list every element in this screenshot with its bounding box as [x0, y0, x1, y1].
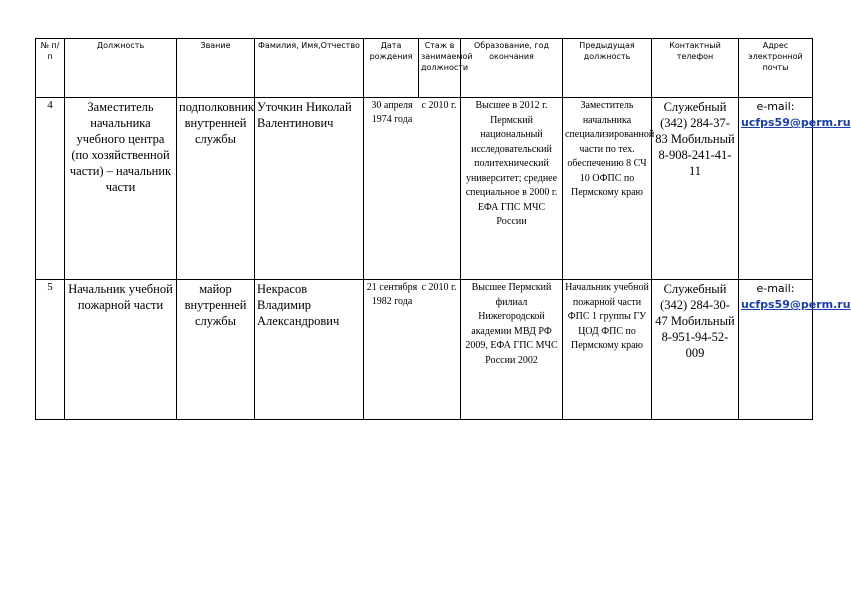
row-birth: 30 апреля 1974 года	[371, 100, 413, 125]
header-row	[36, 39, 813, 98]
row-birth-tenure	[364, 98, 461, 280]
row-birth-tenure	[364, 280, 461, 420]
row-num: 4	[36, 98, 65, 280]
row-rank: майор внутренней службы	[177, 280, 255, 420]
email-link[interactable]: ucfps59@perm.ru	[741, 116, 851, 129]
row-phone: Служебный (342) 284-37-83 Мобильный 8-908-241-41-11	[652, 98, 739, 280]
row-num: 5	[36, 280, 65, 420]
row-name: Некрасов Владимир Александрович	[255, 280, 364, 420]
row-education: Высшее в 2012 г. Пермский национальный исследовательский политехнический университет; среднее специальное в 2000 г. ЕФА ГПС МЧС России	[461, 98, 563, 280]
row-prev: Начальник учебной пожарной части ФПС 1 группы ГУ ЦОД ФПС по Пермскому краю	[563, 280, 652, 420]
table-row	[36, 98, 813, 280]
row-education: Высшее Пермский филиал Нижегородской академии МВД РФ 2009, ЕФА ГПС МЧС России 2002	[461, 280, 563, 420]
row-position: Начальник учебной пожарной части	[65, 280, 177, 420]
row-birth: 21 сентября 1982 года	[366, 282, 418, 307]
table-row	[36, 280, 813, 420]
header-phone: Контактный телефон	[652, 39, 739, 98]
row-position: Заместитель начальника учебного центра (по хозяйственной части) – начальник части	[65, 98, 177, 280]
row-tenure: с 2010 г.	[421, 100, 457, 111]
row-email-cell	[739, 98, 851, 280]
email-link[interactable]: ucfps59@perm.ru	[741, 298, 851, 311]
row-name: Уточкин Николай Валентинович	[255, 98, 364, 280]
row-email-label: e-mail:	[756, 100, 795, 113]
row-phone: Служебный (342) 284-30-47 Мобильный 8-951-94-52-009	[652, 280, 739, 420]
header-prev: Предыдущая должность	[563, 39, 652, 98]
header-email: Адрес электронной почты	[739, 39, 813, 98]
row-tenure: с 2010 г.	[421, 282, 457, 293]
row-email-cell	[739, 280, 851, 420]
header-position: Должность	[65, 39, 177, 98]
header-num: № п/п	[36, 39, 65, 98]
row-email-label: e-mail:	[756, 282, 795, 295]
header-name: Фамилия, Имя,Отчество	[255, 39, 364, 98]
header-tenure: Стаж в занимаемой должности	[419, 39, 461, 98]
header-education: Образование, год окончания	[461, 39, 563, 98]
staff-table	[35, 38, 851, 420]
header-rank: Звание	[177, 39, 255, 98]
row-rank: подполковник внутренней службы	[177, 98, 255, 280]
row-prev: Заместитель начальника специализированной части по тех. обеспечению 8 СЧ 10 ОФПС по Пермскому краю	[563, 98, 652, 280]
header-birth: Дата рождения	[364, 39, 419, 98]
